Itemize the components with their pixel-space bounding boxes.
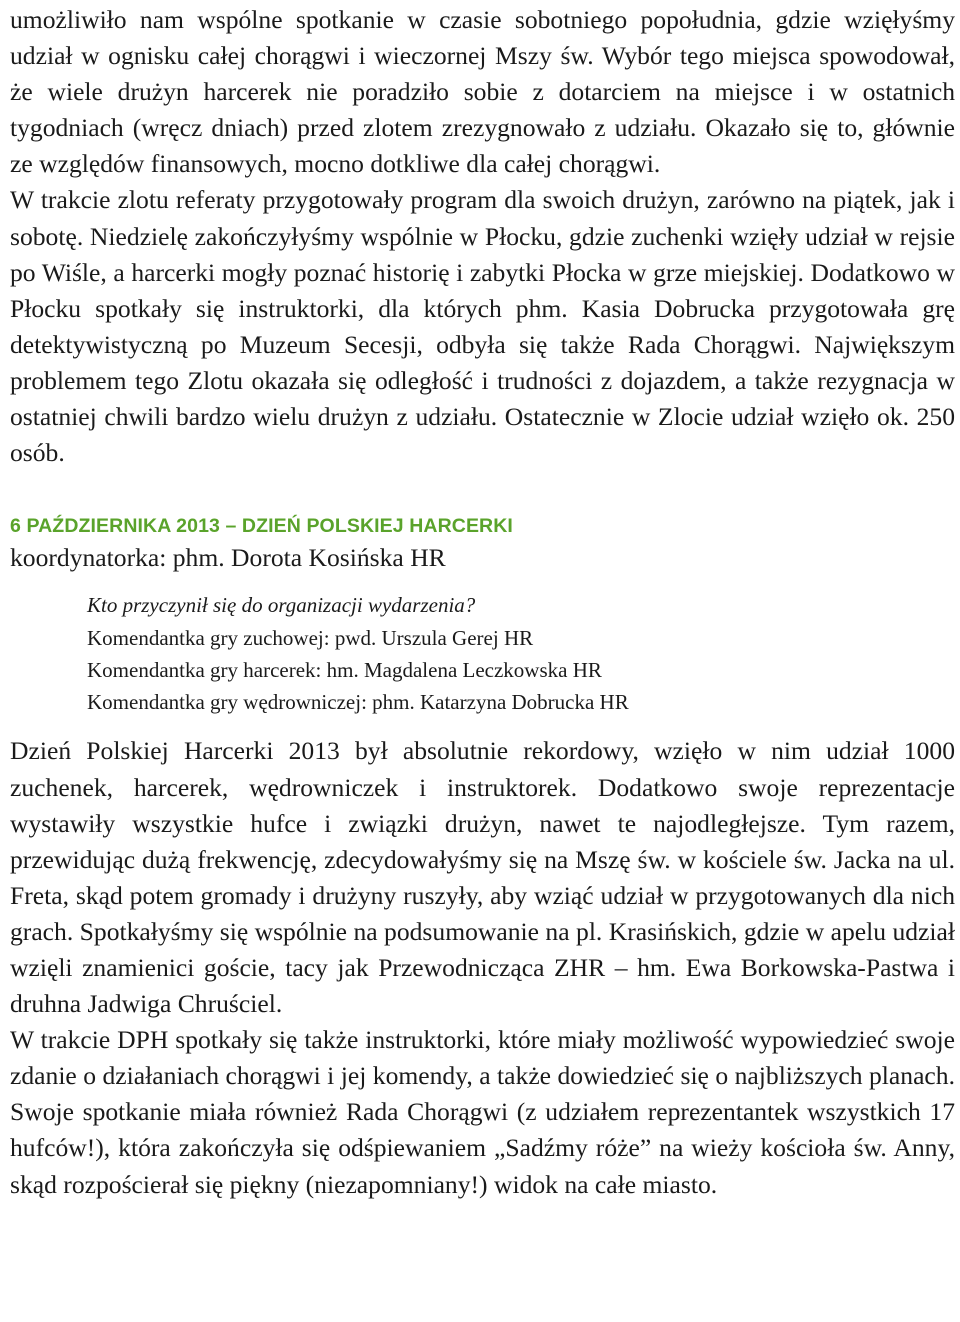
organizers-block [10, 589, 955, 718]
credit-scout-game: Komendantka gry harcerek: hm. Magdalena Leczkowska HR [87, 657, 602, 682]
dph-paragraph-2: W trakcie DPH spotkały się także instruktorki, które miały możliwość wypowiedzieć swoje zdanie o działaniach chorągwi i jej komendy, a także dowiedzieć się o najbliższych planach. Swoje spotkanie miała również Rada Chorągwi (z udziałem reprezentantek wszystkich 17 hufców!), która zakończyła się odśpiewaniem „Sadźmy róże” na wieży kościoła św. Anny, skąd rozpościerał się piękny (niezapomniany!) widok na całe miasto. [10, 1025, 955, 1199]
zlot-paragraph-2: W trakcie zlotu referaty przygotowały program dla swoich drużyn, zarówno na piątek, jak i sobotę. Niedzielę zakończyłyśmy wspólnie w Płocku, gdzie zuchenki wzięły udział w rejsie po Wiśle, a harcerki mogły poznać historię i zabytki Płocka w grze miejskiej. Dodatkowo w Płocku spotkały się instruktorki, dla których phm. Kasia Dobrucka przygotowała grę detektywistyczną po Muzeum Secesji, odbyła się także Rada Chorągwi. Największym problemem tego Zlotu okazała się odległość i trudności z dojazdem, a także rezygnacja w ostatniej chwili bardzo wielu drużyn z udziału. Ostatecznie w Zlocie udział wzięło ok. 250 osób. [10, 185, 955, 468]
organizers-question: Kto przyczynił się do organizacji wydarzenia? [87, 593, 476, 618]
credit-rover-game: Komendantka gry wędrowniczej: phm. Katarzyna Dobrucka HR [87, 690, 629, 715]
dph-paragraph-1: Dzień Polskiej Harcerki 2013 był absolutnie rekordowy, wzięło w nim udział 1000 zuchenek, harcerek, wędrowniczek i instruktorek. Dodatkowo swoje reprezentacje wystawiły wszystkie hufce i związki drużyn, nawet te najodległejsze. Tym razem, przewidując dużą frekwencję, zdecydowałyśmy się na Mszę św. w kościele św. Jacka na ul. Freta, skąd potem gromady i drużyny ruszyły, aby wziąć udział w przygotowanych dla nich grach. Spotkałyśmy się wspólnie na podsumowanie na pl. Krasińskich, gdzie w apelu udział wzięli znamienici goście, tacy jak Przewodnicząca ZHR – hm. Ewa Borkowska-Pastwa i druhna Jadwiga Chruściel. [10, 736, 955, 1019]
credit-cub-game: Komendantka gry zuchowej: pwd. Urszula Gerej HR [87, 625, 534, 650]
section-heading: 6 PAŹDZIERNIKA 2013 – DZIEŃ POLSKIEJ HARCERKI [10, 515, 513, 538]
zlot-paragraph-1: umożliwiło nam wspólne spotkanie w czasie sobotniego popołudnia, gdzie wzięłyśmy udział w ognisku całej chorągwi i wieczornej Mszy św. Wybór tego miejsca spowodował, że wiele drużyn harcerek nie poradziło sobie z dotarciem na miejsce i w ostatnich tygodniach (wręcz dniach) przed zlotem zrezygnowało z udziału. Okazało się to, głównie ze względów finansowych, mocno dotkliwe dla całej chorągwi. [10, 5, 955, 179]
document-page [10, 0, 955, 1203]
coordinator-line: koordynatorka: phm. Dorota Kosińska HR [10, 543, 446, 573]
